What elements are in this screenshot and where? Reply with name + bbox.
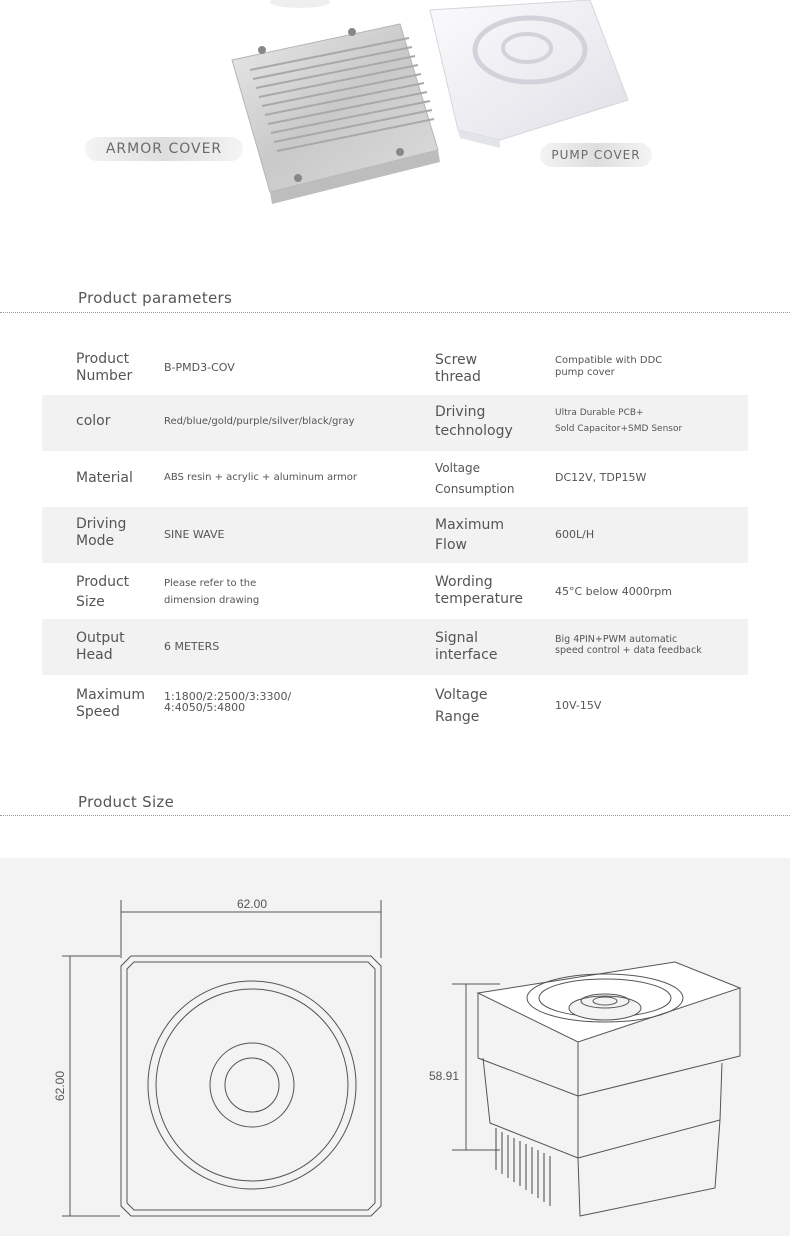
parameters-table — [42, 339, 748, 731]
param-label: color — [76, 413, 111, 429]
param-row — [42, 619, 748, 675]
width-dimension: 62.00 — [236, 897, 268, 911]
param-label: Voltage Range — [435, 687, 488, 725]
param-row — [42, 451, 748, 507]
dimension-drawing — [0, 858, 790, 1236]
param-row — [42, 339, 748, 395]
param-value: SINE WAVE — [164, 528, 225, 541]
param-value: Compatible with DDC pump cover — [555, 355, 663, 378]
param-value: 45°C below 4000rpm — [555, 585, 672, 598]
param-label: Wording temperature — [435, 574, 523, 607]
param-value: Please refer to the dimension drawing — [164, 578, 260, 606]
param-label: Driving technology — [435, 404, 513, 439]
param-value: 6 METERS — [164, 640, 220, 653]
height-dimension: 62.00 — [53, 1070, 67, 1102]
param-value: DC12V, TDP15W — [555, 471, 647, 484]
param-label: Output Head — [76, 630, 125, 663]
param-label: Driving Mode — [76, 516, 127, 549]
param-label: Product Size — [76, 574, 130, 610]
product-size-title: Product Size — [78, 793, 175, 811]
param-label: Product Number — [76, 351, 133, 384]
param-value: Ultra Durable PCB+ Sold Capacitor+SMD Sensor — [555, 408, 683, 434]
armor-cover-image — [232, 24, 440, 204]
param-value: 600L/H — [555, 528, 595, 541]
param-row — [42, 507, 748, 563]
product-render-image — [0, 0, 790, 250]
param-value: B-PMD3-COV — [164, 361, 235, 374]
param-label: Signal interface — [435, 630, 498, 663]
armor-cover-label: ARMOR COVER — [85, 137, 243, 161]
hero-product-image — [0, 0, 790, 250]
param-value: Red/blue/gold/purple/silver/black/gray — [164, 416, 355, 427]
param-value: 10V-15V — [555, 699, 602, 712]
pump-cover-label: PUMP COVER — [540, 143, 652, 167]
section-divider — [0, 815, 790, 816]
param-label: Maximum Speed — [76, 687, 145, 720]
param-row — [42, 395, 748, 451]
depth-dimension: 58.91 — [428, 1069, 460, 1083]
param-row — [42, 563, 748, 619]
param-value: Big 4PIN+PWM automatic speed control + data feedback — [555, 634, 702, 656]
param-value: 1:1800/2:2500/3:3300/ 4:4050/5:4800 — [164, 690, 292, 714]
param-label: Material — [76, 470, 133, 486]
param-value: ABS resin + acrylic + aluminum armor — [164, 472, 357, 483]
product-parameters-title: Product parameters — [78, 289, 233, 307]
pump-cover-image — [430, 0, 628, 148]
param-label: Screw thread — [435, 352, 481, 385]
param-row — [42, 675, 748, 731]
dimension-drawing-svg — [0, 858, 790, 1236]
param-label: Maximum Flow — [435, 517, 504, 553]
section-divider — [0, 312, 790, 313]
param-label: Voltage Consumption — [435, 461, 515, 496]
